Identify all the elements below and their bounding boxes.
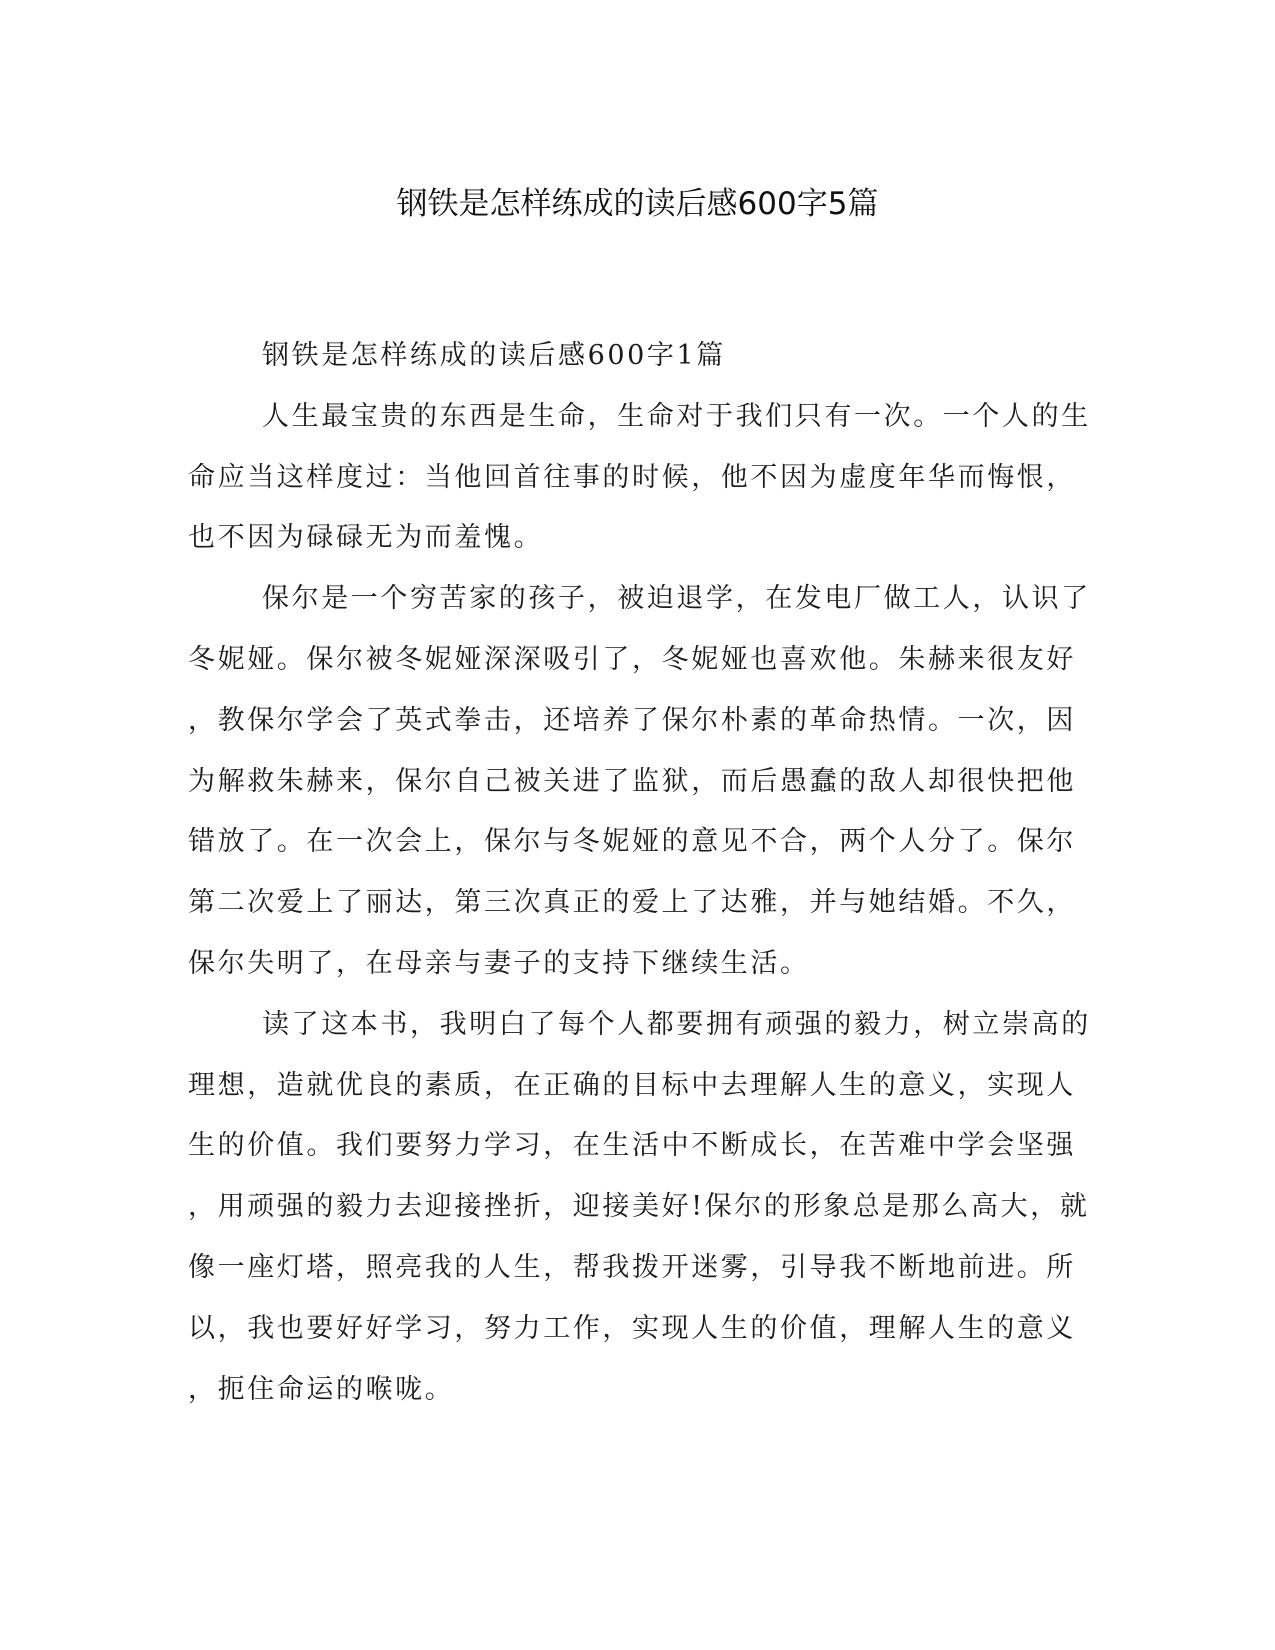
paragraph-line: 像一座灯塔，照亮我的人生，帮我拨开迷雾，引导我不断地前进。所 xyxy=(188,1251,1076,1283)
section-heading: 钢铁是怎样练成的读后感600字1篇 xyxy=(262,340,726,371)
paragraph-line: 人生最宝贵的东西是生命，生命对于我们只有一次。一个人的生 xyxy=(262,400,1091,432)
paragraph-line: 也不因为碌碌无为而羞愧。 xyxy=(188,522,544,554)
paragraph-line: 保尔失明了，在母亲与妻子的支持下继续生活。 xyxy=(188,947,810,979)
paragraph-line: ，教保尔学会了英式拳击，还培养了保尔朴素的革命热情。一次，因 xyxy=(188,704,1076,736)
paragraph-line: 错放了。在一次会上，保尔与冬妮娅的意见不合，两个人分了。保尔 xyxy=(188,826,1076,858)
paragraph-line: 读了这本书，我明白了每个人都要拥有顽强的毅力，树立崇高的 xyxy=(262,1008,1091,1040)
paragraph-line: 理想，造就优良的素质，在正确的目标中去理解人生的意义，实现人 xyxy=(188,1069,1076,1101)
paragraph-line: 冬妮娅。保尔被冬妮娅深深吸引了，冬妮娅也喜欢他。朱赫来很友好 xyxy=(188,643,1076,675)
document-title: 钢铁是怎样练成的读后感600字5篇 xyxy=(396,186,879,222)
paragraph-line: ，扼住命运的喉咙。 xyxy=(188,1373,455,1405)
paragraph-line: 命应当这样度过：当他回首往事的时候，他不因为虚度年华而悔恨， xyxy=(188,461,1076,493)
paragraph-line: 生的价值。我们要努力学习，在生活中不断成长，在苦难中学会坚强 xyxy=(188,1130,1076,1162)
paragraph-line: 第二次爱上了丽达，第三次真正的爱上了达雅，并与她结婚。不久， xyxy=(188,887,1076,919)
paragraph-line: 为解救朱赫来，保尔自己被关进了监狱，而后愚蠢的敌人却很快把他 xyxy=(188,765,1076,797)
paragraph-line: 以，我也要好好学习，努力工作，实现人生的价值，理解人生的意义 xyxy=(188,1312,1076,1344)
paragraph-line: 保尔是一个穷苦家的孩子，被迫退学，在发电厂做工人，认识了 xyxy=(262,583,1091,615)
document-body xyxy=(188,326,1091,1420)
paragraph-line: ，用顽强的毅力去迎接挫折，迎接美好!保尔的形象总是那么高大，就 xyxy=(188,1191,1090,1223)
